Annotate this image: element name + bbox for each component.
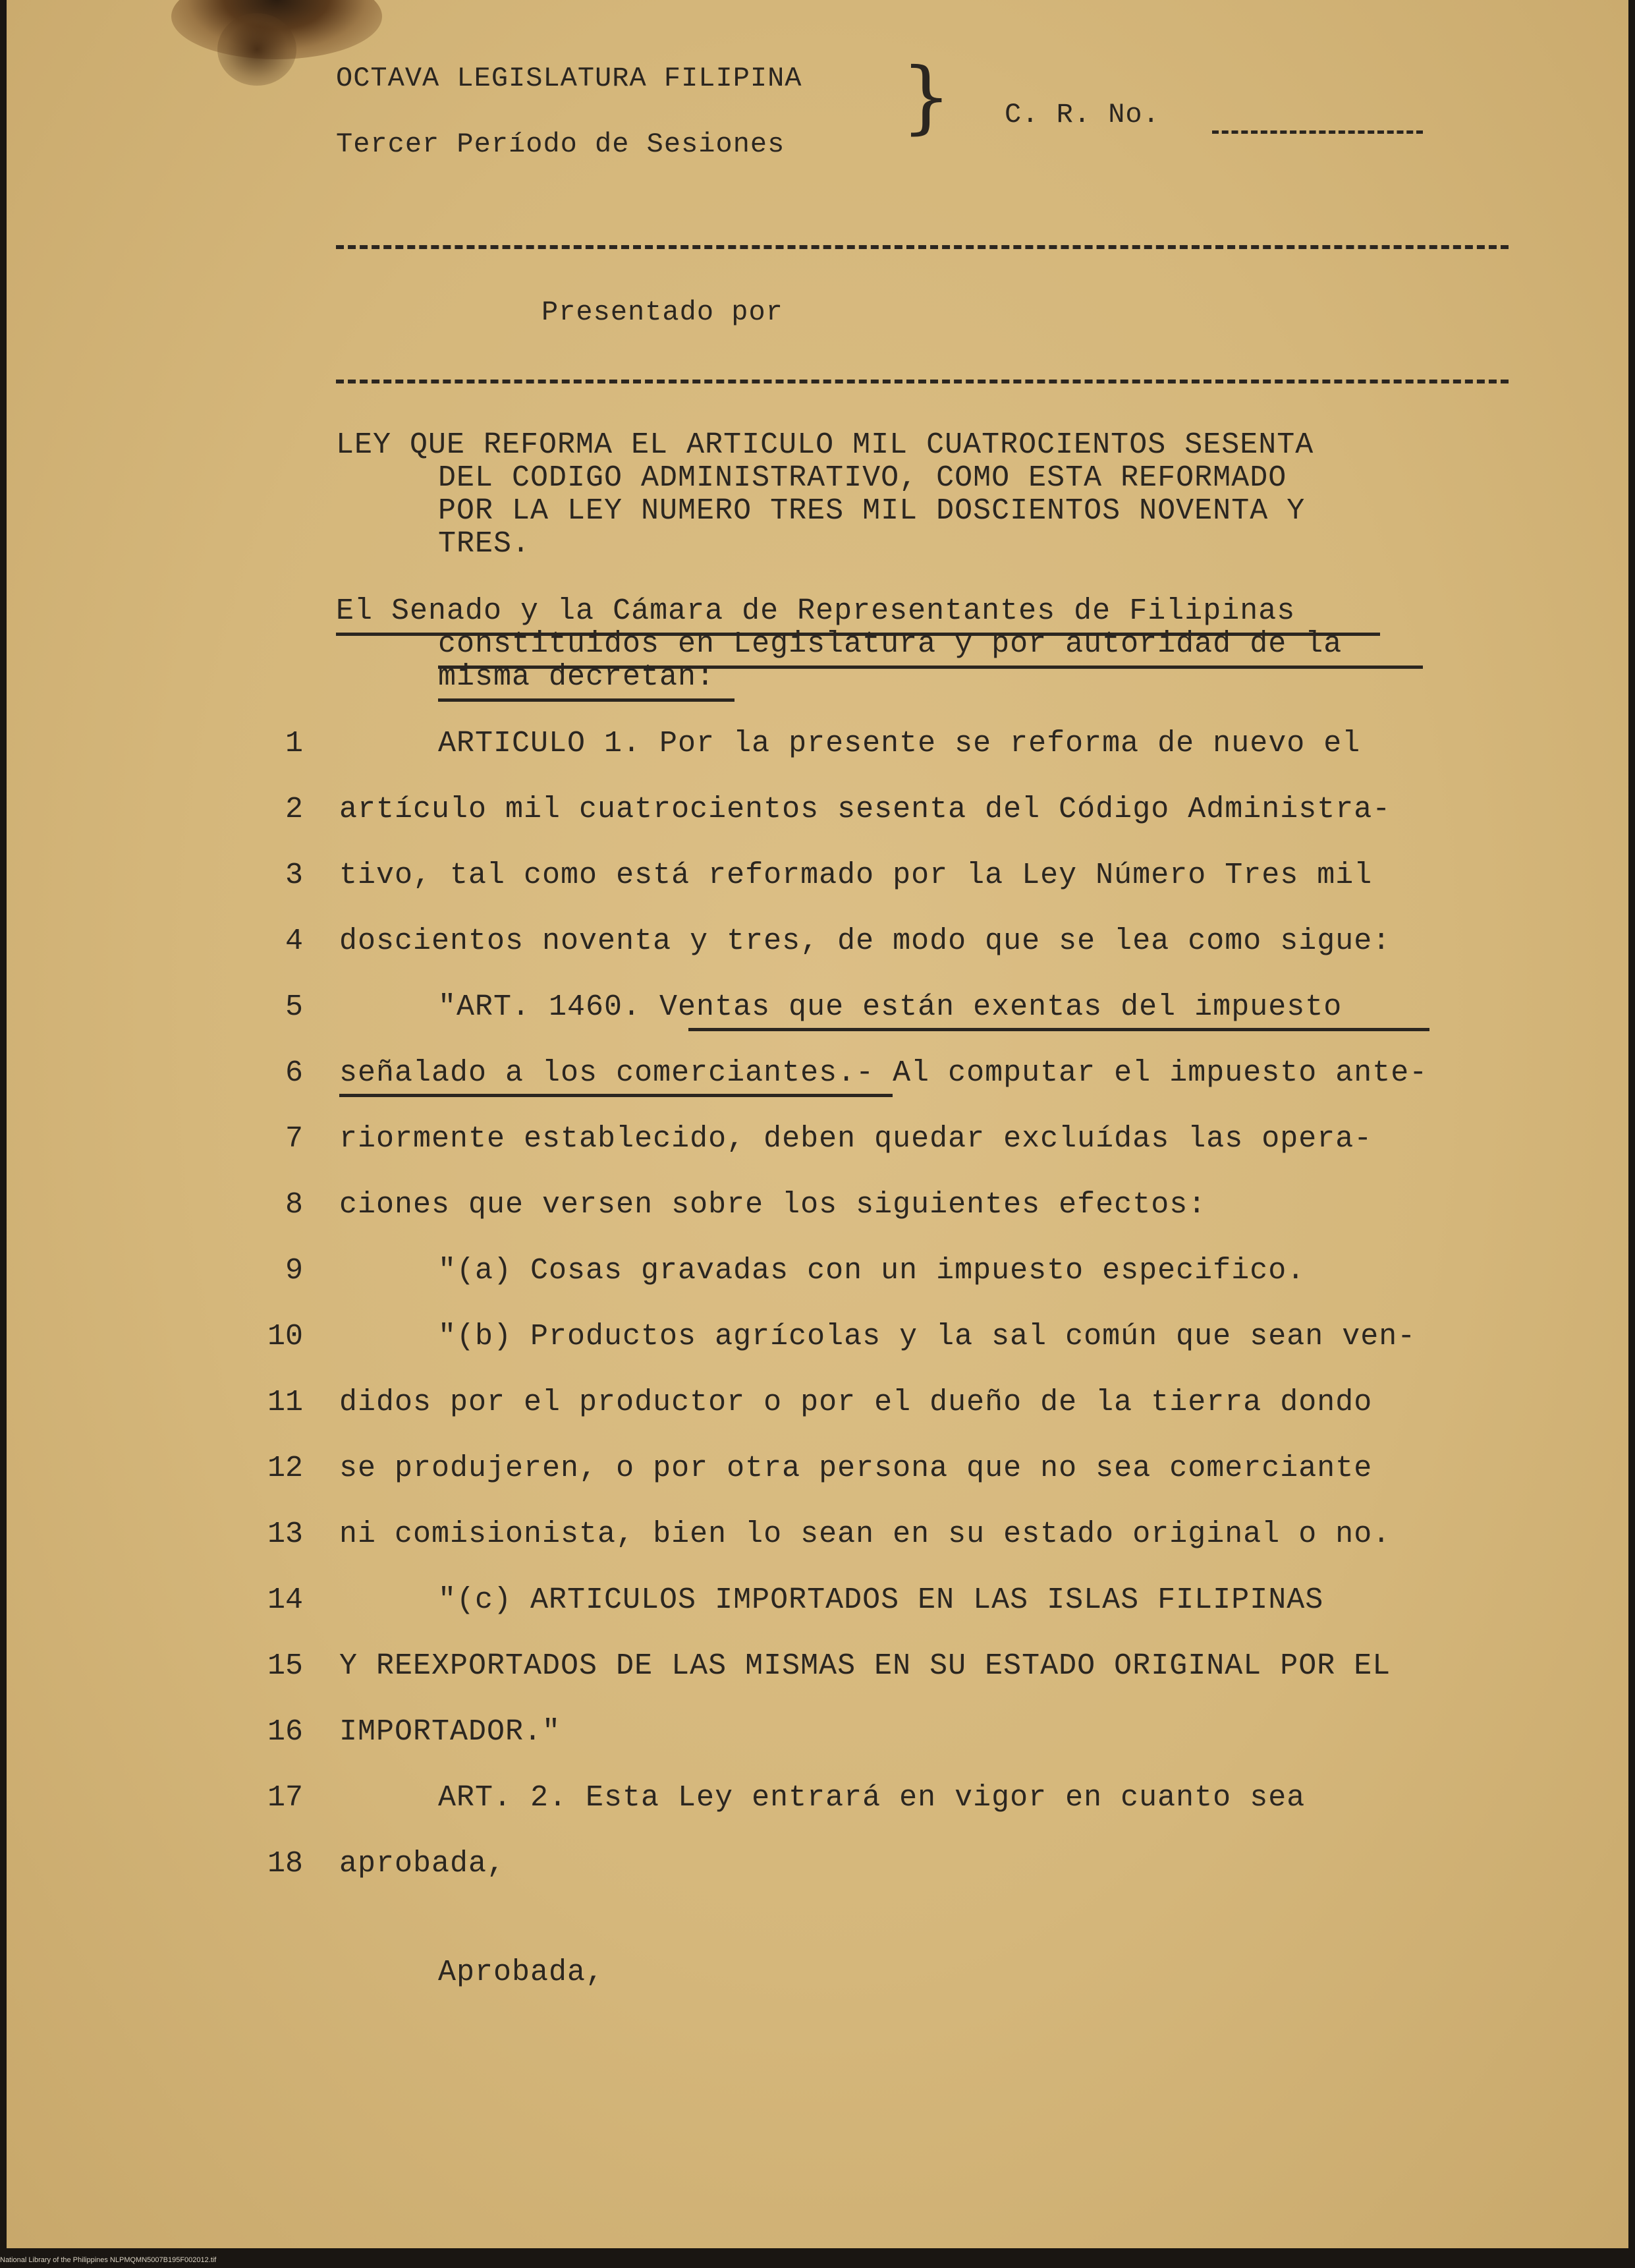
- header-brace: }: [901, 51, 952, 143]
- bill-title-line: LEY QUE REFORMA EL ARTICULO MIL CUATROCIENTOS SESENTA: [336, 428, 1314, 462]
- line-number: 10: [267, 1320, 303, 1353]
- line-number: 13: [267, 1517, 303, 1551]
- body-line: "(b) Productos agrícolas y la sal común que sean ven-: [438, 1320, 1416, 1353]
- closing-approved: Aprobada,: [438, 1956, 605, 1989]
- line-number: 1: [285, 727, 303, 760]
- line-number: 9: [285, 1254, 303, 1288]
- body-line: didos por el productor o por el dueño de la tierra dondo: [339, 1386, 1373, 1419]
- body-line: "ART. 1460. Ventas que están exentas del impuesto: [438, 990, 1343, 1024]
- cr-number-blank: [1212, 130, 1423, 134]
- line-number: 15: [267, 1649, 303, 1683]
- legislature-title: OCTAVA LEGISLATURA FILIPINA: [336, 63, 802, 94]
- archive-footer: National Library of the Philippines NLPMQMN5007B195F002012.tif: [0, 2256, 217, 2264]
- line-number: 16: [267, 1715, 303, 1749]
- enacting-clause-line: El Senado y la Cámara de Representantes de Filipinas: [336, 594, 1296, 628]
- heading-underline: [339, 1094, 893, 1097]
- line-number: 18: [267, 1847, 303, 1881]
- line-number: 2: [285, 793, 303, 826]
- body-line: señalado a los comerciantes.- Al computar el impuesto ante-: [339, 1056, 1428, 1090]
- body-line: "(a) Cosas gravadas con un impuesto especifico.: [438, 1254, 1306, 1288]
- cr-number-label: C. R. No.: [1005, 99, 1160, 130]
- line-number: 17: [267, 1781, 303, 1815]
- body-line: IMPORTADOR.": [339, 1715, 561, 1749]
- presented-by: Presentado por: [541, 297, 783, 328]
- line-number: 5: [285, 990, 303, 1024]
- body-line: ARTICULO 1. Por la presente se reforma de nuevo el: [438, 727, 1361, 760]
- line-number: 8: [285, 1188, 303, 1222]
- separator-top: [336, 245, 1509, 249]
- line-number: 11: [267, 1386, 303, 1419]
- bill-title-line: TRES.: [438, 527, 531, 561]
- enacting-clause-line: misma decretan:: [438, 660, 715, 694]
- bill-title-line: POR LA LEY NUMERO TRES MIL DOSCIENTOS NOVENTA Y: [438, 494, 1306, 528]
- line-number: 12: [267, 1452, 303, 1485]
- separator-bottom: [336, 380, 1509, 383]
- body-line: artículo mil cuatrocientos sesenta del Código Administra-: [339, 793, 1391, 826]
- body-line: ART. 2. Esta Ley entrará en vigor en cuanto sea: [438, 1781, 1306, 1815]
- line-number: 14: [267, 1583, 303, 1617]
- body-line: tivo, tal como está reformado por la Ley Número Tres mil: [339, 859, 1373, 892]
- line-number: 7: [285, 1122, 303, 1156]
- heading-underline: [688, 1028, 1429, 1031]
- body-line: ni comisionista, bien lo sean en su estado original o no.: [339, 1517, 1391, 1551]
- body-line: ciones que versen sobre los siguientes efectos:: [339, 1188, 1207, 1222]
- enacting-clause-line: constituidos en Legislatura y por autoridad de la: [438, 627, 1343, 661]
- session-title: Tercer Período de Sesiones: [336, 128, 785, 160]
- line-number: 3: [285, 859, 303, 892]
- body-line: "(c) ARTICULOS IMPORTADOS EN LAS ISLAS FILIPINAS: [438, 1583, 1324, 1617]
- body-line: riormente establecido, deben quedar excluídas las opera-: [339, 1122, 1373, 1156]
- enacting-underline: [438, 698, 734, 702]
- bill-title-line: DEL CODIGO ADMINISTRATIVO, COMO ESTA REFORMADO: [438, 461, 1287, 495]
- body-line: Y REEXPORTADOS DE LAS MISMAS EN SU ESTADO ORIGINAL POR EL: [339, 1649, 1391, 1683]
- body-line: aprobada,: [339, 1847, 506, 1881]
- body-line: doscientos noventa y tres, de modo que se lea como sigue:: [339, 924, 1391, 958]
- burn-mark-center: [217, 13, 296, 86]
- line-number: 6: [285, 1056, 303, 1090]
- line-number: 4: [285, 924, 303, 958]
- body-line: se produjeren, o por otra persona que no sea comerciante: [339, 1452, 1373, 1485]
- document-page: [7, 0, 1628, 2248]
